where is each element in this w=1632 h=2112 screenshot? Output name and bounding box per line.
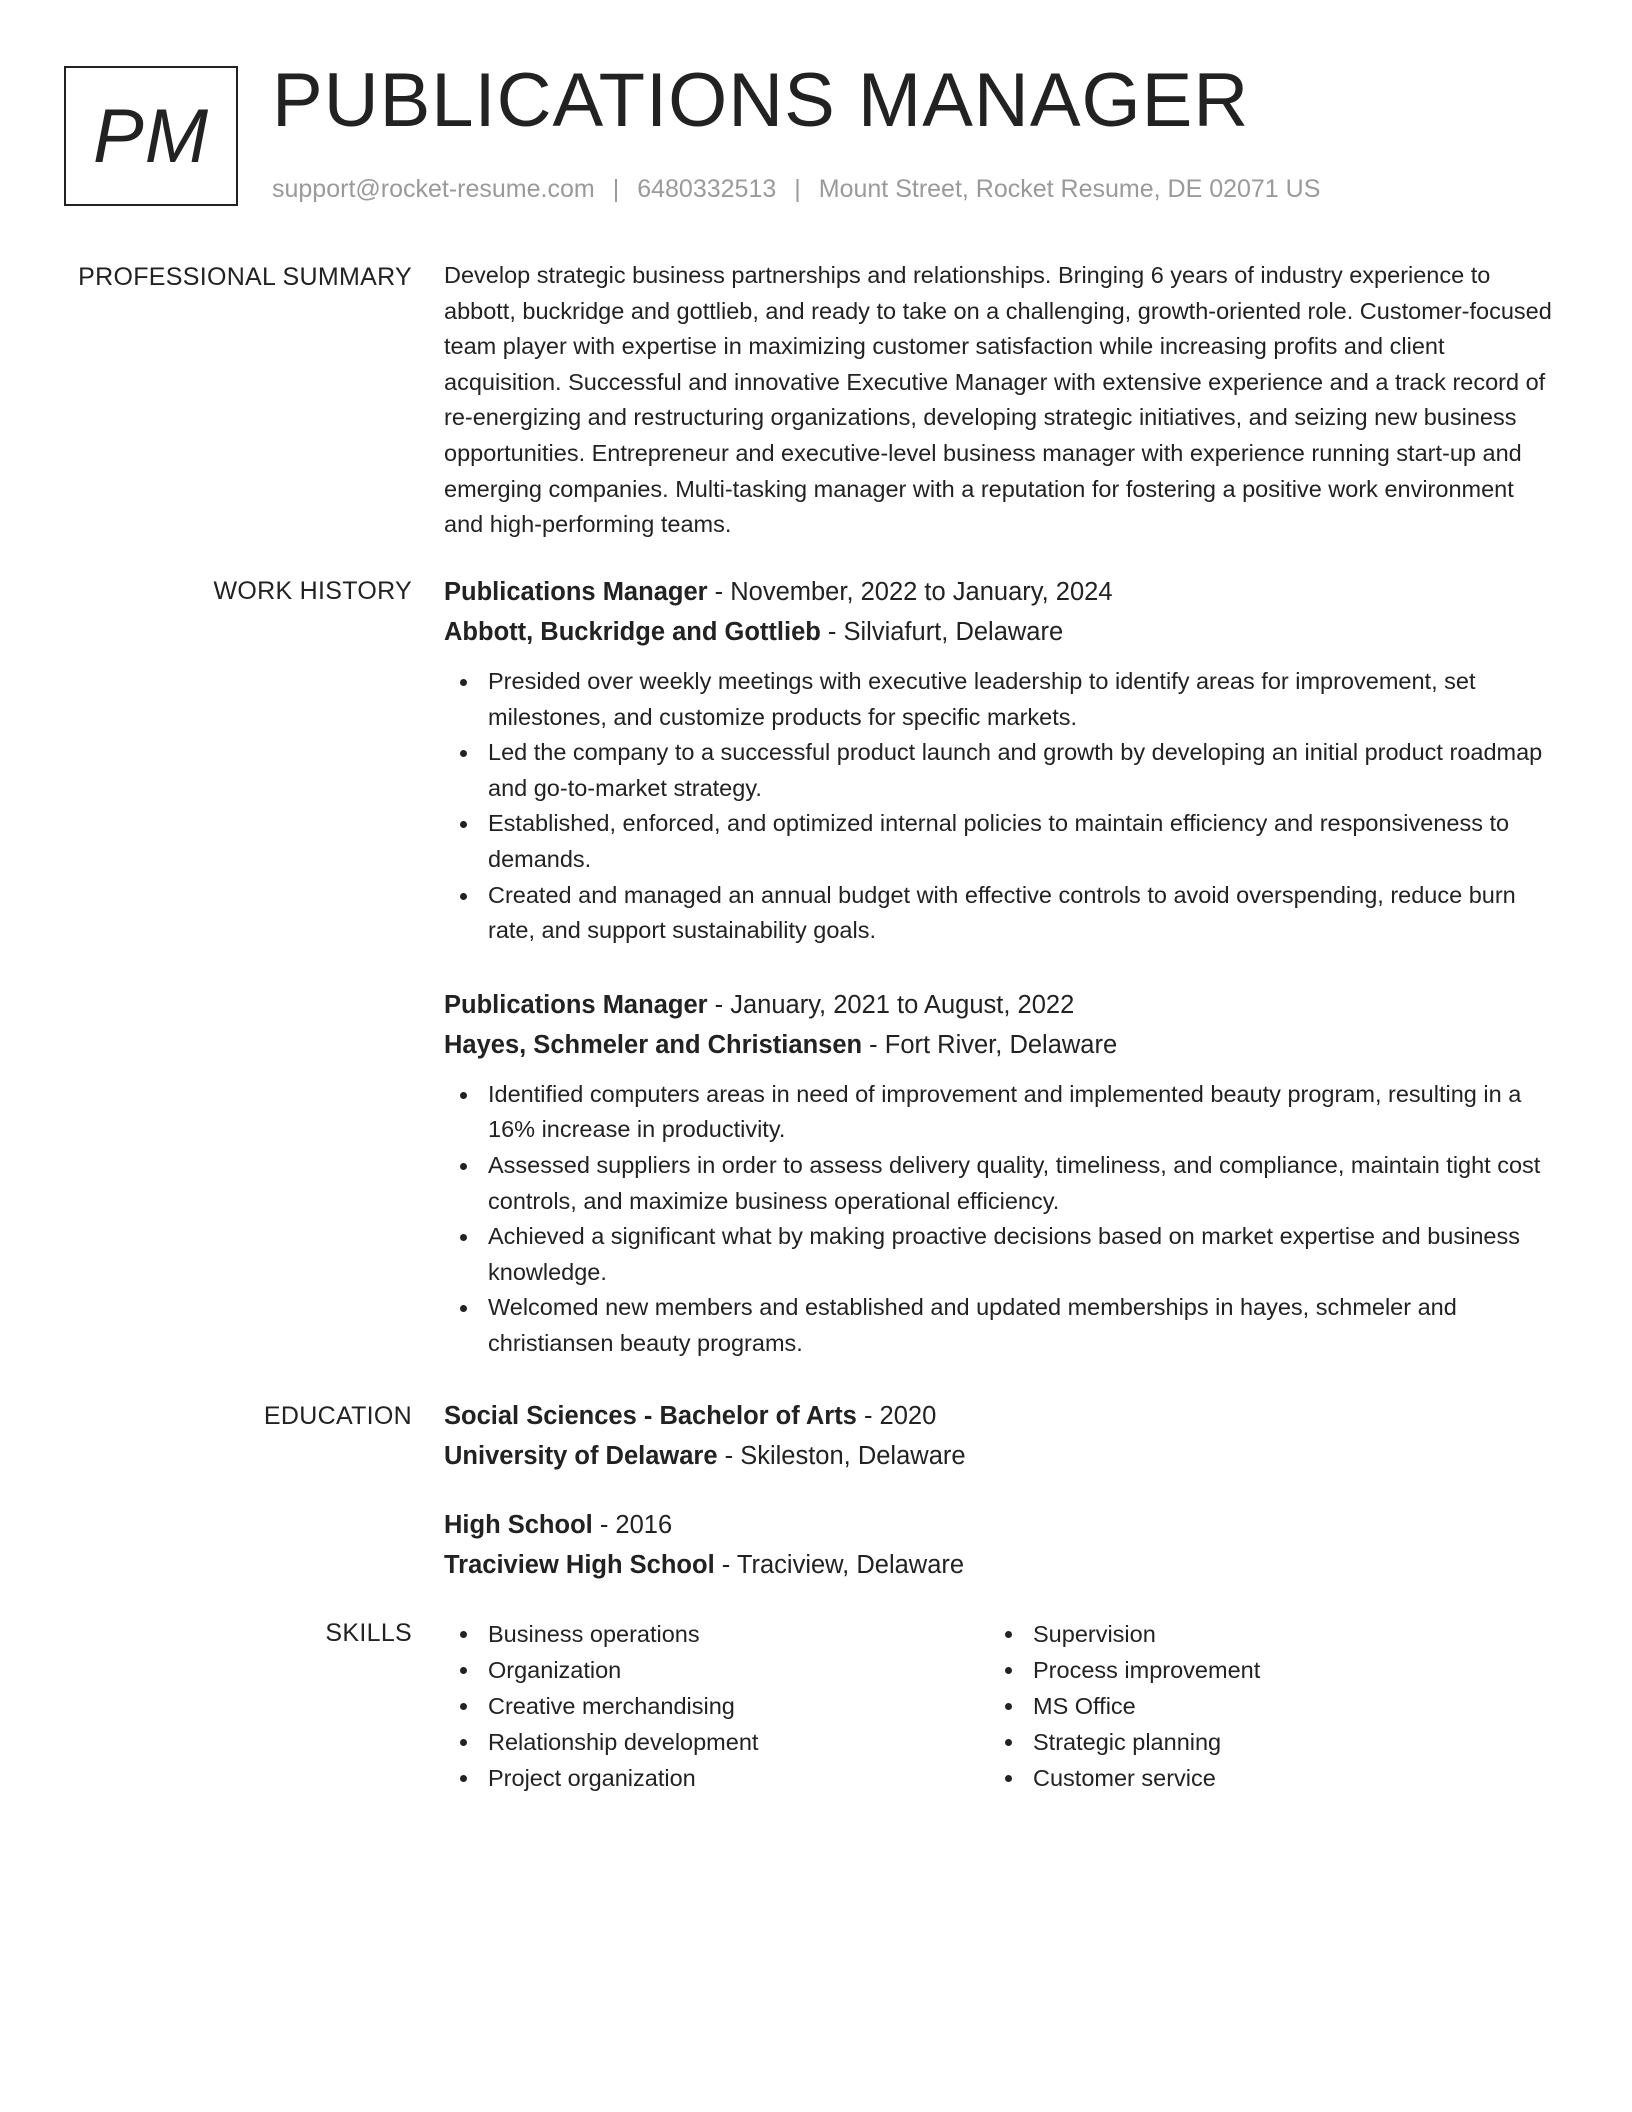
skill-item <box>444 1760 758 1796</box>
job-bullets <box>444 664 1556 949</box>
education-entry <box>444 1505 1556 1585</box>
bullet-dot <box>460 1092 467 1099</box>
skill-item <box>989 1652 1260 1688</box>
work-history-body <box>444 572 1556 1362</box>
bullet-dot <box>460 1775 467 1782</box>
bullet-dot <box>460 893 467 900</box>
bullet-dot <box>460 750 467 757</box>
job-bullet <box>444 735 1556 806</box>
skill-item <box>444 1688 758 1724</box>
job-bullet <box>444 878 1556 949</box>
contact-phone[interactable]: 6480332513 <box>637 175 777 203</box>
education-school: Traciview High School <box>444 1551 715 1579</box>
skills-heading: SKILLS <box>325 1619 412 1647</box>
job-bullet <box>444 806 1556 877</box>
contact-separator: | <box>612 175 620 203</box>
job-bullet <box>444 1219 1556 1290</box>
job-company: Hayes, Schmeler and Christiansen <box>444 1030 863 1059</box>
skill-item <box>444 1652 758 1688</box>
job-bullet <box>444 1290 1556 1361</box>
job-title-line <box>444 572 1556 612</box>
bullet-dot <box>1005 1631 1012 1638</box>
skill-text: Business operations <box>488 1621 700 1647</box>
education-year: - 2020 <box>856 1402 937 1430</box>
job-bullet-text: Established, enforced, and optimized internal policies to maintain efficiency and responsiveness to demands. <box>488 810 1510 872</box>
job-location: - Silviafurt, Delaware <box>820 618 1064 646</box>
education-year: - 2016 <box>592 1511 673 1539</box>
bullet-dot <box>1005 1775 1012 1782</box>
job-bullet-text: Presided over weekly meetings with executive leadership to identify areas for improvement, set milestones, and customize products for specific markets. <box>488 668 1476 730</box>
skills-list-right <box>989 1616 1260 1796</box>
skill-item <box>444 1616 758 1652</box>
job-title-line <box>444 985 1556 1025</box>
job-company-line <box>444 612 1556 652</box>
job-bullet-text: Led the company to a successful product launch and growth by developing an initial product roadmap and go-to-market strategy. <box>488 739 1543 801</box>
job-role: Publications Manager <box>444 990 708 1019</box>
skill-item <box>989 1760 1260 1796</box>
job-dates: - January, 2021 to August, 2022 <box>707 990 1075 1019</box>
skill-item <box>444 1724 758 1760</box>
education-degree-line <box>444 1505 1556 1545</box>
skill-text: Relationship development <box>488 1729 759 1755</box>
job-bullet-text: Achieved a significant what by making proactive decisions based on market expertise and business knowledge. <box>488 1223 1520 1285</box>
job-dates: - November, 2022 to January, 2024 <box>707 578 1113 606</box>
education-school-line <box>444 1436 1556 1476</box>
job-bullet-text: Identified computers areas in need of improvement and implemented beauty program, resulting in a 16% increase in productivity. <box>488 1080 1522 1143</box>
education-degree: Social Sciences - Bachelor of Arts <box>444 1402 857 1430</box>
education-location: - Skileston, Delaware <box>717 1442 966 1470</box>
job-bullet <box>444 1148 1556 1219</box>
monogram-initials: PM <box>93 93 209 179</box>
skill-text: Customer service <box>1033 1765 1216 1791</box>
skill-text: Creative merchandising <box>488 1693 735 1719</box>
job-location: - Fort River, Delaware <box>862 1030 1118 1059</box>
summary-body <box>444 258 1556 543</box>
skill-item <box>989 1688 1260 1724</box>
skill-text: MS Office <box>1033 1693 1136 1719</box>
education-school: University of Delaware <box>444 1442 718 1470</box>
job-entry <box>444 572 1556 949</box>
bullet-dot <box>460 679 467 686</box>
job-bullet-text: Welcomed new members and established and updated memberships in hayes, schmeler and christiansen beauty programs. <box>488 1294 1457 1356</box>
bullet-dot <box>460 1631 467 1638</box>
summary-text: Develop strategic business partnerships and relationships. Bringing 6 years of industry experience to abbott, buckridge and gottlieb, and ready to take on a challenging, growth-oriented role. Customer-focused team player with expertise in maximizing customer satisfaction while increasing profits and client acquisition. Successful and innovative Executive Manager with extensive experience and a track record of re-energizing and restructuring organizations, developing strategic initiatives, and seizing new business opportunities. Entrepreneur and executive-level business manager with experience running start-up and emerging companies. Multi-tasking manager with a reputation for fostering a positive work environment and high-performing teams. <box>444 262 1552 538</box>
bullet-dot <box>1005 1667 1012 1674</box>
skill-text: Supervision <box>1033 1621 1156 1647</box>
education-heading: EDUCATION <box>263 1402 412 1430</box>
summary-heading: PROFESSIONAL SUMMARY <box>78 263 412 291</box>
skill-text: Process improvement <box>1033 1657 1261 1683</box>
monogram-box <box>64 66 238 206</box>
job-bullet <box>444 664 1556 735</box>
resume-title: PUBLICATIONS MANAGER <box>272 58 1250 143</box>
job-bullet <box>444 1077 1556 1148</box>
education-school-line <box>444 1545 1556 1585</box>
education-location: - Traciview, Delaware <box>714 1551 965 1579</box>
skill-text: Project organization <box>488 1765 696 1791</box>
education-entry <box>444 1396 1556 1476</box>
bullet-dot <box>460 1703 467 1710</box>
bullet-dot <box>460 1739 467 1746</box>
contact-email[interactable]: support@rocket-resume.com <box>272 175 595 203</box>
job-bullets <box>444 1077 1556 1362</box>
bullet-dot <box>460 1234 467 1241</box>
job-company-line <box>444 1025 1556 1065</box>
contact-address: Mount Street, Rocket Resume, DE 02071 US <box>818 175 1321 203</box>
skill-text: Strategic planning <box>1033 1729 1222 1755</box>
job-entry <box>444 985 1556 1362</box>
bullet-dot <box>1005 1739 1012 1746</box>
skills-list-left <box>444 1616 758 1796</box>
bullet-dot <box>460 821 467 828</box>
contact-separator: | <box>794 175 801 203</box>
education-body <box>444 1396 1556 1585</box>
skill-item <box>989 1724 1260 1760</box>
work-history-heading: WORK HISTORY <box>213 577 412 605</box>
contact-line <box>272 172 1320 206</box>
skill-text: Organization <box>488 1657 622 1683</box>
bullet-dot <box>460 1667 467 1674</box>
education-degree: High School <box>444 1511 593 1539</box>
bullet-dot <box>1005 1703 1012 1710</box>
education-degree-line <box>444 1396 1556 1436</box>
skill-item <box>989 1616 1260 1652</box>
job-role: Publications Manager <box>444 578 708 606</box>
job-bullet-text: Assessed suppliers in order to assess delivery quality, timeliness, and compliance, maintain tight cost controls, and maximize business operational efficiency. <box>488 1151 1541 1214</box>
job-company: Abbott, Buckridge and Gottlieb <box>444 618 821 646</box>
bullet-dot <box>460 1305 467 1312</box>
job-bullet-text: Created and managed an annual budget with effective controls to avoid overspending, reduce burn rate, and support sustainability goals. <box>488 881 1516 944</box>
bullet-dot <box>460 1163 467 1170</box>
